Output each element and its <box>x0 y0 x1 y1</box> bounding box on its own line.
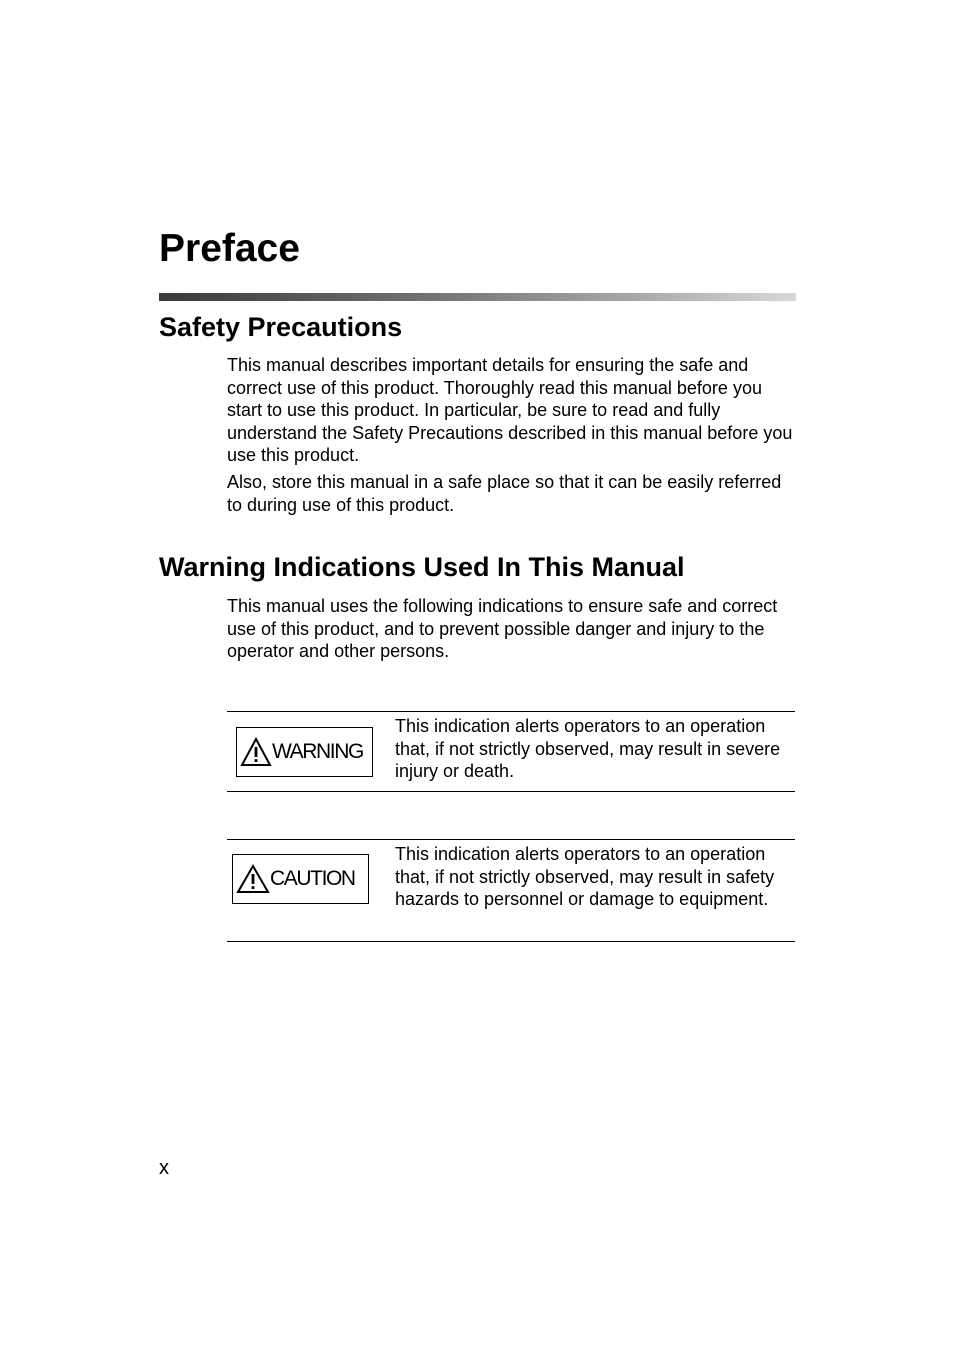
safety-paragraph-1: This manual describes important details for ensuring the safe and correct use of this product. Thoroughly read this manual before you start to use this product. In particular, be sure to read and fully understand the Safety Precautions described in this manual before you use this product. <box>227 355 793 466</box>
warning-indications-paragraph: This manual uses the following indications to ensure safe and correct use of this product, and to prevent possible danger and injury to the operator and other persons. <box>227 596 778 662</box>
warning-sign-label: WARNING <box>272 740 363 763</box>
warning-sign <box>236 727 373 777</box>
warning-indications-heading: Warning Indications Used In This Manual <box>159 552 685 582</box>
safety-precautions-heading: Safety Precautions <box>159 312 403 342</box>
caution-description: This indication alerts operators to an operation that, if not strictly observed, may result in safety hazards to personnel or damage to equipment. <box>395 844 775 910</box>
caution-sign-label: CAUTION <box>270 867 355 890</box>
page-title: Preface <box>159 227 300 270</box>
safety-paragraph-2: Also, store this manual in a safe place so that it can be easily referred to during use of this product. <box>227 472 782 515</box>
title-divider <box>159 293 796 301</box>
page-number: x <box>159 1157 169 1179</box>
warning-description: This indication alerts operators to an operation that, if not strictly observed, may result in severe injury or death. <box>395 716 781 782</box>
warning-triangle-icon <box>240 737 272 767</box>
caution-sign <box>232 854 369 904</box>
warning-indication-row <box>227 711 795 792</box>
caution-indication-row <box>227 839 795 942</box>
warning-triangle-icon <box>236 864 270 894</box>
